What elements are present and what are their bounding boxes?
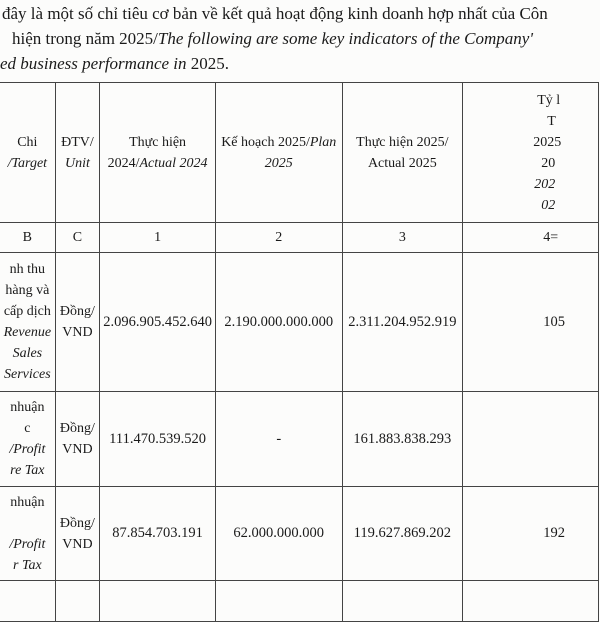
- actual-2024-cell: [100, 581, 216, 622]
- actual-2025-cell: 2.311.204.952.919: [342, 253, 463, 392]
- ratio-cell: 105: [463, 253, 599, 392]
- actual-2025-cell: [342, 581, 463, 622]
- plan-2025-cell: -: [215, 392, 342, 487]
- header-unit-vi: ĐTV/: [61, 134, 94, 150]
- header-plan-2025-vi: Kế hoạch 2025/: [221, 134, 310, 150]
- header-plan-2025-line1: [219, 132, 339, 153]
- actual-2025-cell: 161.883.838.293: [342, 392, 463, 487]
- header-ratio-line: 02: [541, 197, 556, 213]
- target-cell: [0, 253, 55, 392]
- index-cell: 1: [100, 223, 216, 253]
- actual-2025-cell: 119.627.869.202: [342, 487, 463, 581]
- header-unit-en: Unit: [64, 155, 90, 171]
- table-row-profit-after-tax: [0, 487, 599, 581]
- target-line: Services: [4, 367, 51, 382]
- table-row-profit-before-tax: [0, 392, 599, 487]
- header-target-vi: Chi: [17, 134, 38, 150]
- unit-line: Đồng/: [59, 304, 95, 319]
- target-line: cấp dịch: [3, 304, 51, 319]
- table-row-revenue: [0, 253, 599, 392]
- unit-line: VND: [62, 325, 93, 340]
- target-line: nh thu: [9, 262, 46, 277]
- header-actual-2024: [100, 83, 216, 223]
- header-actual-2024-vi: Thực hiện: [129, 134, 187, 150]
- index-cell: B: [0, 223, 55, 253]
- intro-line-2-vi: hiện trong năm 2025/: [12, 29, 158, 48]
- header-ratio-line: 2025: [533, 134, 562, 150]
- header-plan-2025-year: 2025: [264, 155, 293, 171]
- header-actual-2024-year: 2024/: [107, 155, 140, 171]
- intro-line-3: [0, 51, 600, 76]
- target-line: re Tax: [10, 463, 45, 478]
- intro-line-2-en: The following are some key indicators of the Company': [157, 29, 533, 48]
- header-unit: [55, 83, 99, 223]
- actual-2024-cell: 2.096.905.452.640: [100, 253, 216, 392]
- header-row: [0, 83, 599, 223]
- target-line: Revenue: [3, 325, 52, 340]
- intro-line-1: đây là một số chỉ tiêu cơ bản về kết quả hoạt động kinh doanh hợp nhất của Côn: [2, 4, 548, 23]
- target-line: c: [24, 421, 31, 436]
- indicators-table: [0, 82, 599, 622]
- header-target: [0, 83, 55, 223]
- target-cell: [0, 392, 55, 487]
- header-target-en: /Target: [7, 155, 48, 171]
- table-row-partial: [0, 581, 599, 622]
- target-line: nhuận: [10, 494, 45, 510]
- header-plan-2025: [215, 83, 342, 223]
- target-cell: [0, 487, 55, 581]
- index-cell: 2: [215, 223, 342, 253]
- ratio-cell: 192: [463, 487, 599, 581]
- intro-paragraph: [0, 0, 600, 76]
- target-cell: [0, 581, 55, 622]
- actual-2024-cell: 111.470.539.520: [100, 392, 216, 487]
- intro-line-3-en: ed business performance in: [0, 54, 191, 73]
- index-row: [0, 223, 599, 253]
- unit-line: Đồng/: [59, 421, 95, 436]
- ratio-cell: [463, 392, 599, 487]
- actual-2024-cell: 87.854.703.191: [100, 487, 216, 581]
- plan-2025-cell: 62.000.000.000: [215, 487, 342, 581]
- index-cell: 4=: [463, 223, 599, 253]
- header-ratio-line: 202: [534, 176, 556, 192]
- header-ratio-line: Tỷ l: [537, 92, 561, 108]
- target-line: Sales: [12, 346, 43, 361]
- unit-cell: [55, 581, 99, 622]
- header-actual-2025: [342, 83, 463, 223]
- unit-line: VND: [62, 442, 93, 457]
- header-actual-2024-line2: [103, 153, 212, 174]
- unit-line: Đồng/: [59, 515, 95, 531]
- index-cell: 3: [342, 223, 463, 253]
- header-actual-2025-vi: Thực hiện 2025/: [356, 134, 449, 150]
- target-line: /Profit: [9, 442, 46, 457]
- unit-line: VND: [62, 536, 93, 552]
- ratio-cell: [463, 581, 599, 622]
- target-line: nhuận: [10, 400, 45, 415]
- unit-cell: [55, 487, 99, 581]
- plan-2025-cell: 2.190.000.000.000: [215, 253, 342, 392]
- header-plan-2025-en: Plan: [309, 134, 337, 150]
- target-line: hàng và: [5, 283, 50, 298]
- header-actual-2025-en: Actual 2025: [367, 155, 437, 171]
- unit-cell: [55, 253, 99, 392]
- target-line: r Tax: [13, 557, 42, 573]
- target-line: [3, 513, 52, 534]
- header-ratio-line: 20: [541, 155, 556, 171]
- plan-2025-cell: [215, 581, 342, 622]
- header-ratio: [463, 83, 599, 223]
- header-actual-2024-en: Actual 2024: [139, 155, 208, 171]
- unit-cell: [55, 392, 99, 487]
- intro-line-3-year: 2025.: [190, 54, 230, 73]
- index-cell: C: [55, 223, 99, 253]
- intro-line-2: [0, 26, 600, 51]
- target-line: /Profit: [9, 536, 46, 552]
- header-ratio-line: T: [547, 113, 556, 129]
